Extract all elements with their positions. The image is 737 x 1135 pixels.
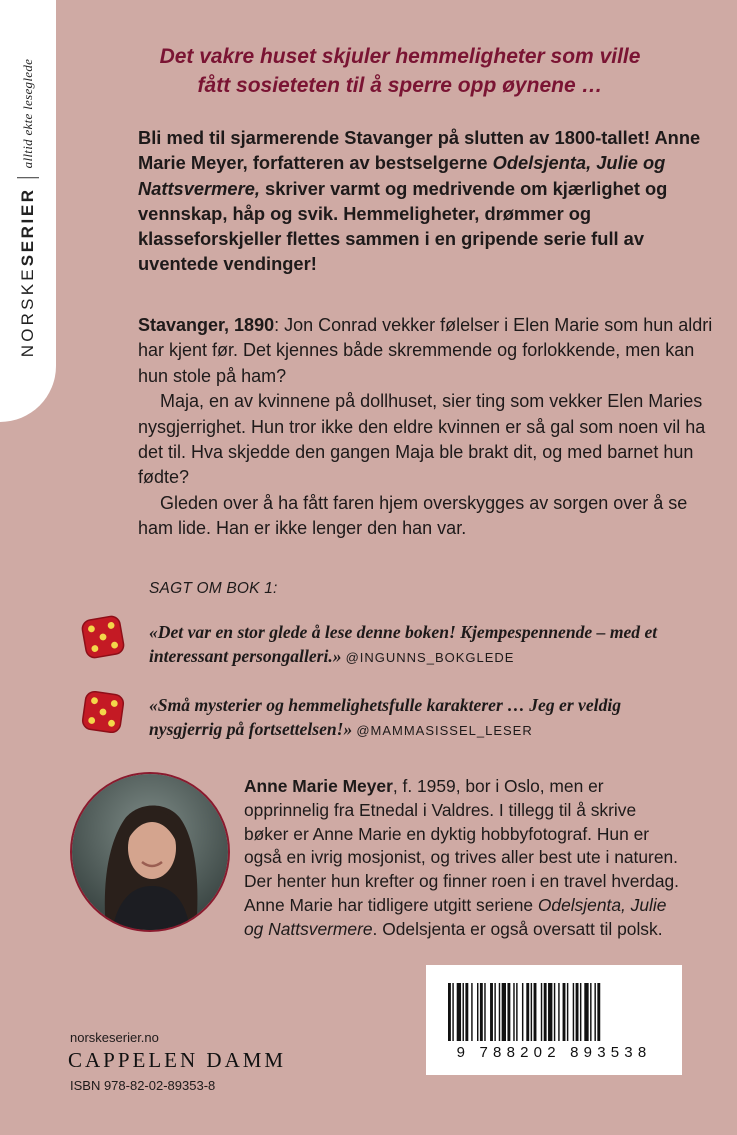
quote-text: «Det var en stor glede å lese denne boken! Kjempespennende – med et interessant persongalleri.»: [149, 622, 658, 666]
isbn-text: ISBN 978-82-02-89353-8: [70, 1078, 216, 1093]
quote-text: «Små mysterier og hemmelighetsfulle karakterer … Jeg er veldig nysgjerrig på fortsettelsen!»: [149, 695, 622, 739]
quote-handle: @MAMMASISSEL_LESER: [356, 723, 533, 738]
review-quote: [149, 693, 689, 743]
story-synopsis: [138, 313, 718, 542]
dice-icon: [78, 612, 128, 662]
brand-bold: SERIER: [18, 187, 37, 267]
barcode: [426, 965, 682, 1075]
author-bio-text-1: , f. 1959, bor i Oslo, men er opprinnelig fra Etnedal i Valdres. I tillegg til å skrive bøker er Anne Marie en dyktig hobbyfotograf. Hun er også en ivrig mosjonist, og trives aller best ute i naturen. Der henter hun krefter og finner roen i en travel hverdag. Anne Marie har tidligere utgitt seriene: [244, 776, 680, 915]
website-link[interactable]: norskeserier.no: [70, 1030, 159, 1045]
brand-slogan: alltid ekte leseglede: [20, 58, 35, 169]
story-paragraph-3: Gleden over å ha fått faren hjem overskygges av sorgen over å se ham lide. Han er ikke lenger den han var.: [138, 492, 688, 539]
author-portrait-image: [72, 774, 228, 930]
author-bio-text-2: . Odelsjenta er også oversatt til polsk.: [372, 918, 663, 939]
intro-text-2: skriver varmt og medrivende om kjærlighet og vennskap, håp og svik. Hemmeligheter, drømmer og klasseforskjeller flettes sammen i en gripende serie full av uventede vendinger!: [138, 177, 668, 275]
intro-titles: Odelsjenta, Julie og Nattsvermere,: [138, 152, 666, 199]
tagline-line-2: fått sosieteten til å sperre opp øynene …: [197, 74, 603, 97]
tagline-line-1: Det vakre huset skjuler hemmeligheter som ville: [159, 45, 641, 68]
quotes-heading: SAGT OM BOK 1:: [149, 580, 278, 597]
story-paragraph-1: [138, 313, 718, 389]
series-tab: [0, 0, 56, 422]
publisher-logo: CAPPELEN DAMM: [68, 1048, 287, 1072]
dice-icon: [78, 687, 128, 737]
story-place-year: Stavanger, 1890: [138, 315, 275, 335]
logo-divider: [17, 177, 39, 178]
story-text-1: : Jon Conrad vekker følelser i Elen Marie som hun aldri har kjent før. Det kjennes både skremmende og forlokkende, men kan hun stole på ham?: [138, 315, 713, 386]
author-name: Anne Marie Meyer: [244, 776, 393, 796]
author-series: Odelsjenta, Julie og Nattsvermere: [244, 894, 667, 939]
author-bio: [244, 775, 684, 942]
barcode-number: 9 788202 893538: [456, 1044, 652, 1061]
author-photo: [70, 772, 230, 932]
quote-handle: @INGUNNS_BOKGLEDE: [345, 650, 515, 665]
intro-text-1: Bli med til sjarmerende Stavanger på slutten av 1800-tallet! Anne Marie Meyer, forfatteren av bestselgerne: [138, 127, 701, 174]
intro-paragraph: [138, 125, 718, 277]
story-paragraph-2: Maja, en av kvinnene på dollhuset, sier ting som vekker Elen Maries nysgjerrighet. Hun tror ikke den eldre kvinnen er så gal som noen vil ha det til. Hva skjedde den gangen Maja ble brakt dit, og med barnet hun fødte?: [138, 391, 706, 488]
series-logo: [17, 59, 39, 357]
tagline: [100, 42, 700, 100]
brand-light: NORSKE: [18, 266, 37, 358]
review-quote: [149, 620, 689, 670]
